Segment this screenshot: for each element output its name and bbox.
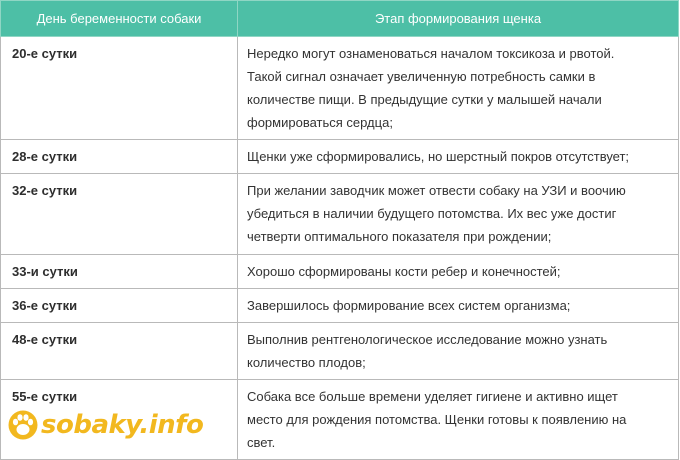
description-line: свет. xyxy=(247,435,276,450)
watermark-text: sobaky.info xyxy=(41,410,204,440)
row-day: 48-е сутки xyxy=(1,323,238,380)
row-day: 33-и сутки xyxy=(1,255,238,289)
table-row xyxy=(1,255,679,289)
table-row xyxy=(1,289,679,323)
row-description xyxy=(238,140,679,174)
description-line: формироваться сердца; xyxy=(247,115,393,130)
description-line: Щенки уже сформировались, но шерстный покров отсутствует; xyxy=(247,149,630,164)
description-line: При желании заводчик может отвести собаку на УЗИ и воочию xyxy=(247,183,626,198)
description-line: Собака все больше времени уделяет гигиене и активно ищет xyxy=(247,389,618,404)
description-line: Нередко могут ознаменоваться началом токсикоза и рвотой. xyxy=(247,46,615,61)
description-line: количестве пищи. В предыдущие сутки у малышей начали xyxy=(247,92,602,107)
description-line: Завершилось формирование всех систем организма; xyxy=(247,298,571,313)
table-row xyxy=(1,140,679,174)
site-watermark xyxy=(6,408,203,442)
row-day: 55-е сутки xyxy=(1,380,238,460)
row-day: 36-е сутки xyxy=(1,289,238,323)
header-day: День беременности собаки xyxy=(1,1,238,37)
header-stage: Этап формирования щенка xyxy=(238,1,679,37)
row-day: 28-е сутки xyxy=(1,140,238,174)
description-line: четверти оптимального показателя при рождении; xyxy=(247,229,552,244)
table-row xyxy=(1,174,679,255)
paw-icon xyxy=(6,408,40,442)
table-row xyxy=(1,37,679,140)
table-row xyxy=(1,323,679,380)
description-line: Такой сигнал означает увеличенную потребность самки в xyxy=(247,69,596,84)
description-line: количество плодов; xyxy=(247,355,366,370)
row-description xyxy=(238,323,679,380)
row-day: 20-е сутки xyxy=(1,37,238,140)
row-description xyxy=(238,174,679,255)
description-line: место для рождения потомства. Щенки готовы к появлению на xyxy=(247,412,627,427)
description-line: Выполнив рентгенологическое исследование можно узнать xyxy=(247,332,608,347)
row-description xyxy=(238,37,679,140)
row-day: 32-е сутки xyxy=(1,174,238,255)
row-description xyxy=(238,255,679,289)
row-description xyxy=(238,289,679,323)
table-header-row xyxy=(1,1,679,37)
description-line: убедиться в наличии будущего потомства. Их вес уже достиг xyxy=(247,206,617,221)
description-line: Хорошо сформированы кости ребер и конечностей; xyxy=(247,264,561,279)
